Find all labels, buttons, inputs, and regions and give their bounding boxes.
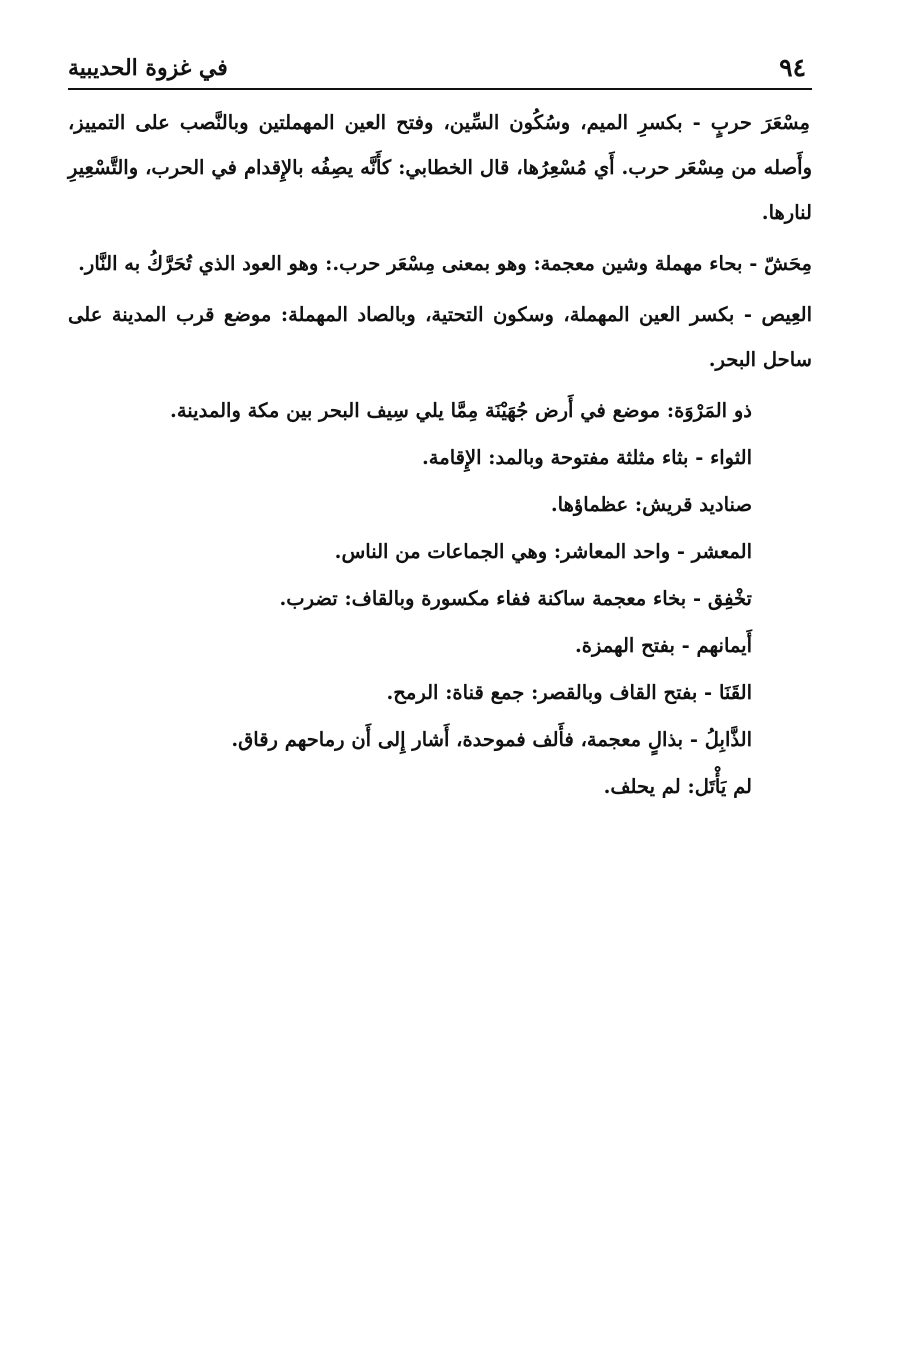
entry-gloss: : عظماؤها. <box>550 493 643 516</box>
page-header <box>68 44 812 90</box>
entry-gloss: - بفتح الهمزة. <box>574 634 697 657</box>
entry-gloss: - بحاء مهملة وشين معجمة: وهو بمعنى مِسْعَر حرب.: وهو العود الذي تُحَرَّكُ به النَّار. <box>78 252 765 275</box>
entry-term: ذو المَرْوَة <box>674 399 752 422</box>
glossary-entry <box>68 623 812 669</box>
entry-term: أَيمانهم <box>696 634 752 657</box>
entry-term: الذَّابِلُ <box>704 728 752 751</box>
book-page <box>68 44 812 811</box>
running-title: في غزوة الحديبية <box>68 55 228 81</box>
entry-term: مِحَشّ <box>764 252 812 275</box>
glossary-entry <box>68 529 812 575</box>
entry-term: المعشر <box>691 540 752 563</box>
entry-term: لم يَأْتَل <box>694 775 752 798</box>
glossary-entry <box>68 388 812 434</box>
entry-gloss: : موضع في أَرض جُهَيْنَة مِمَّا يلي سِيف البحر بين مكة والمدينة. <box>170 399 675 422</box>
entry-gloss: - بخاء معجمة ساكنة ففاء مكسورة وبالقاف: تضرب. <box>279 587 708 610</box>
entry-gloss: - بكسرِ الميم، وسُكُون السِّين، وفتح العين المهملتين وبالنَّصب على التمييز، وأَصله من مِسْعَر حرب. أَي مُسْعِرُها، قال الخطابي: كأَنَّه يصِفُه بالإِقدام في الحرب، والتَّسْعِيرِ لنارها. <box>68 111 812 224</box>
entry-term: الثواء <box>710 446 752 469</box>
entry-term: القَنَا <box>718 681 752 704</box>
glossary-entry <box>68 717 812 763</box>
entry-term: مِسْعَرَ حربٍ <box>710 111 811 134</box>
glossary-entry <box>68 576 812 622</box>
glossary-entry <box>68 100 812 235</box>
entry-gloss: - بكسر العين المهملة، وسكون التحتية، وبالصاد المهملة: موضع قرب المدينة على ساحل البحر. <box>68 303 812 371</box>
entry-term: صناديد قريش <box>642 493 752 516</box>
entry-gloss: : لم يحلف. <box>603 775 695 798</box>
glossary-entry <box>68 241 812 286</box>
entry-gloss: - بذالٍ معجمة، فأَلف فموحدة، أَشار إِلى أَن رماحهم رقاق. <box>231 728 705 751</box>
glossary-entry <box>68 670 812 716</box>
entry-term: تخْفِق <box>707 587 752 610</box>
entry-gloss: - بفتح القاف وبالقصر: جمع قناة: الرمح. <box>386 681 719 704</box>
glossary-entry <box>68 292 812 382</box>
entry-gloss: - بثاء مثلثة مفتوحة وبالمد: الإِقامة. <box>422 446 711 469</box>
page-number: ٩٤ <box>779 53 806 82</box>
entry-gloss: - واحد المعاشر: وهي الجماعات من الناس. <box>334 540 692 563</box>
glossary-entries <box>68 100 812 810</box>
glossary-entry <box>68 764 812 810</box>
glossary-entry <box>68 435 812 481</box>
glossary-entry <box>68 482 812 528</box>
entry-term: العِيص <box>761 303 812 326</box>
